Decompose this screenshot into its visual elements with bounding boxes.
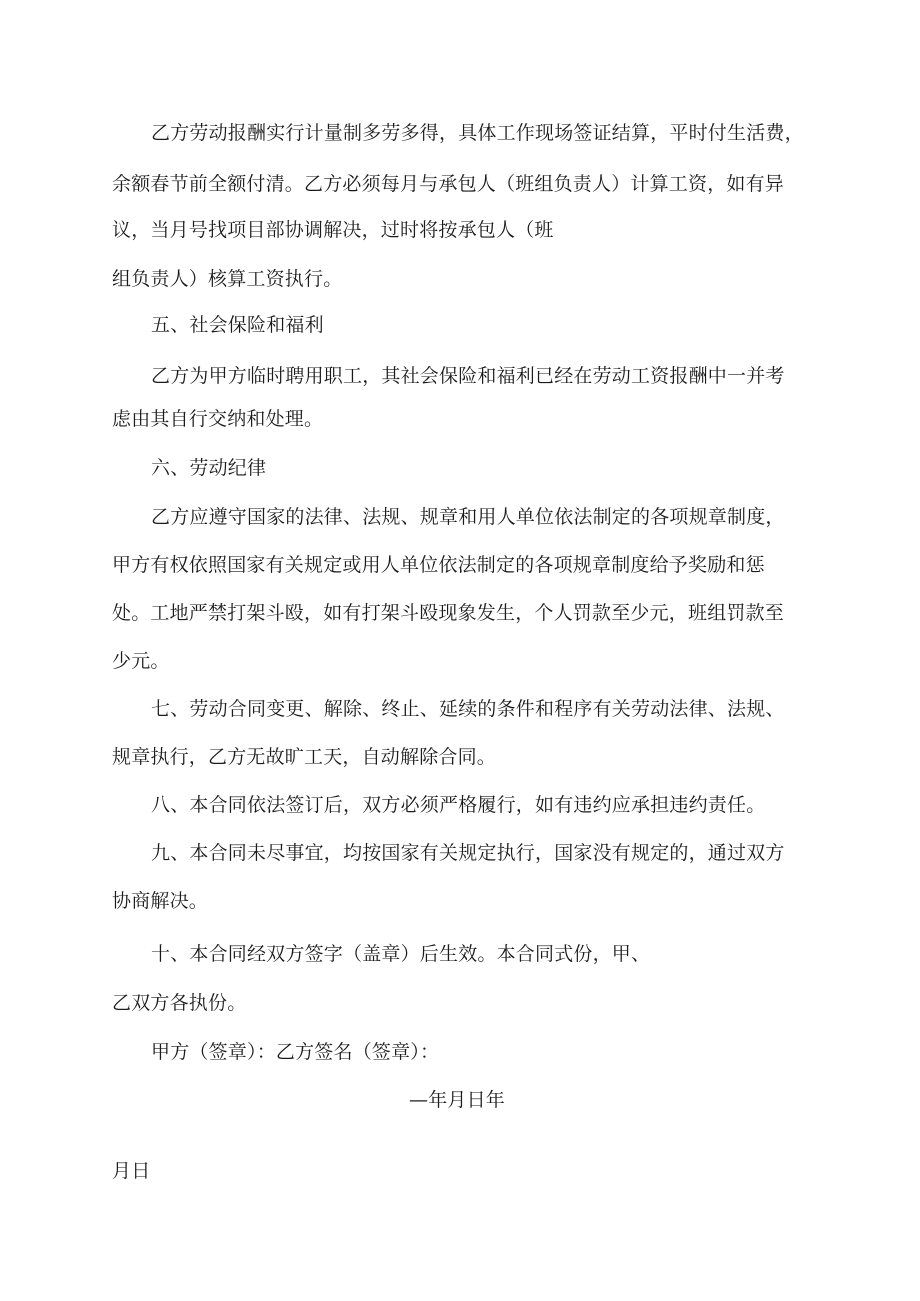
paragraph-line: 组负责人）核算工资执行。	[112, 268, 343, 290]
date-line: 月日	[112, 1160, 151, 1182]
paragraph-line: 处。工地严禁打架斗殴，如有打架斗殴现象发生，个人罚款至少元，班组罚款至	[112, 602, 785, 624]
paragraph-line: 乙方劳动报酬实行计量制多劳多得，具体工作现场签证结算，平时付生活费，	[151, 122, 804, 144]
paragraph-line: 十、本合同经双方签字（盖章）后生效。本合同式份，甲、	[151, 943, 651, 965]
paragraph-line: 七、劳动合同变更、解除、终止、延续的条件和程序有关劳动法律、法规、	[151, 698, 785, 720]
paragraph-line: 乙方应遵守国家的法律、法规、规章和用人单位依法制定的各项规章制度，	[151, 506, 785, 528]
paragraph-line: 乙方为甲方临时聘用职工，其社会保险和福利已经在劳动工资报酬中一并考	[151, 365, 785, 387]
section-heading: 六、劳动纪律	[151, 457, 267, 479]
paragraph-line: 议，当月号找项目部协调解决，过时将按承包人（班	[112, 219, 554, 241]
paragraph-line: 规章执行，乙方无故旷工天，自动解除合同。	[112, 746, 497, 768]
paragraph-line: 少元。	[112, 650, 170, 672]
paragraph-line: 余额春节前全额付清。乙方必须每月与承包人（班组负责人）计算工资，如有异	[112, 173, 785, 195]
paragraph-line: 九、本合同未尽事宜，均按国家有关规定执行，国家没有规定的，通过双方	[151, 842, 785, 864]
paragraph-line: 八、本合同依法签订后，双方必须严格履行，如有违约应承担违约责任。	[151, 794, 766, 816]
section-heading: 五、社会保险和福利	[151, 314, 324, 336]
date-line: —年月日年	[409, 1089, 506, 1111]
paragraph-line: 甲方有权依照国家有关规定或用人单位依法制定的各项规章制度给予奖励和惩	[112, 554, 765, 576]
paragraph-line: 虑由其自行交纳和处理。	[112, 408, 324, 430]
paragraph-line: 乙双方各执份。	[112, 992, 247, 1014]
paragraph-line: 协商解决。	[112, 890, 209, 912]
signature-line: 甲方（签章）：乙方签名（签章）：	[151, 1041, 440, 1063]
